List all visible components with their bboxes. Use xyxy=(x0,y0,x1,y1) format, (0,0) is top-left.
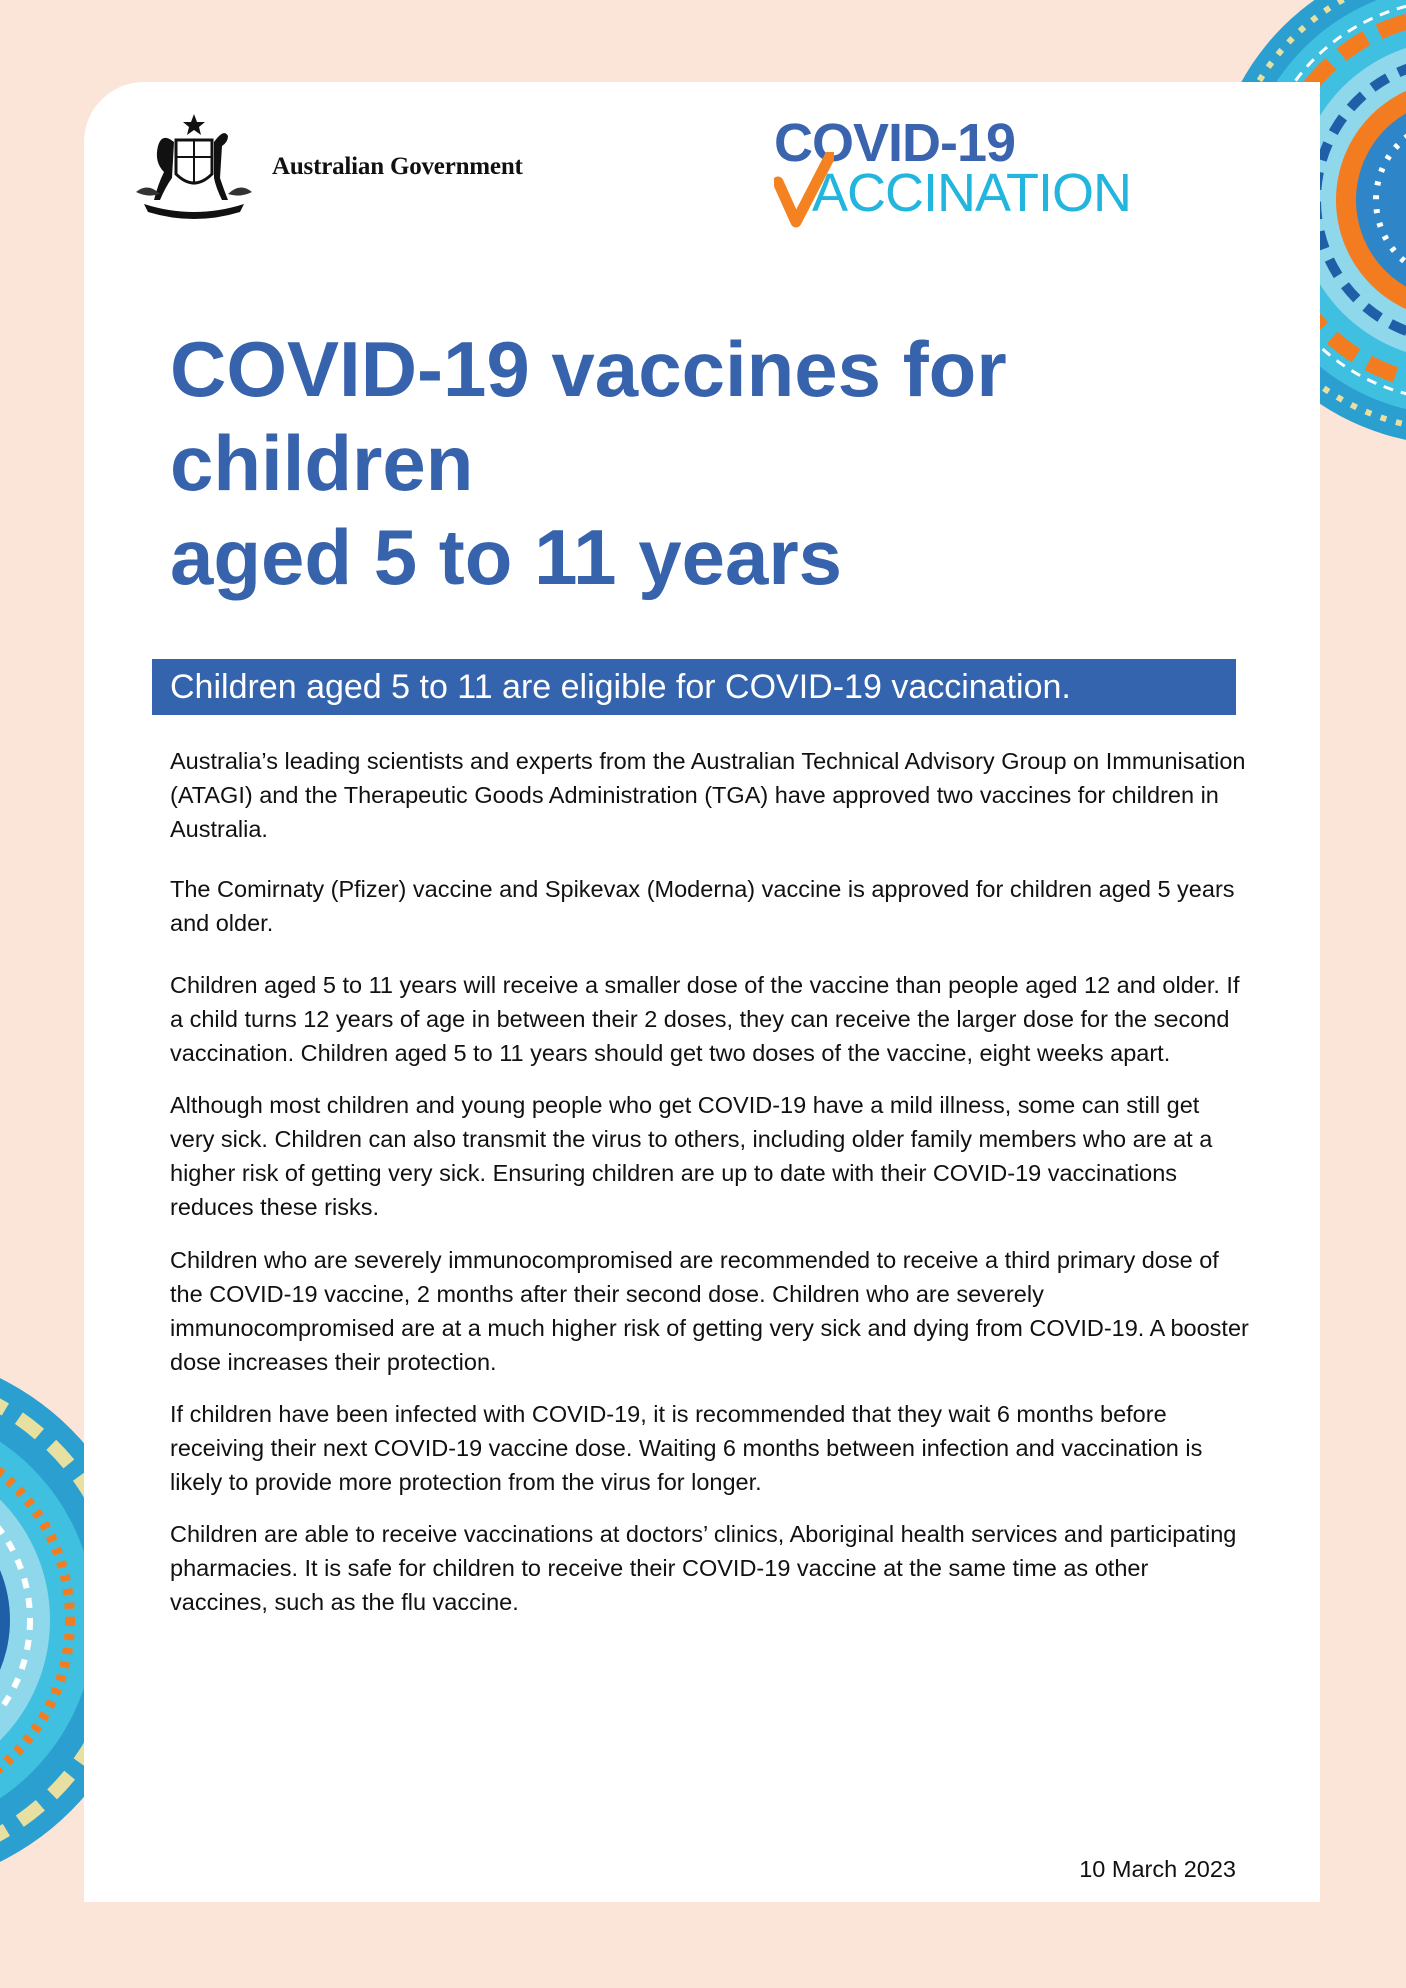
title-line: COVID-19 vaccines for xyxy=(170,325,1007,413)
paragraph: Australia’s leading scientists and experts from the Australian Technical Advisory Group on Immunisation (ATAGI) and the Therapeutic Goods Administration (TGA) have approved two vaccines for children in Australia. xyxy=(170,748,1246,842)
paragraph: The Comirnaty (Pfizer) vaccine and Spikevax (Moderna) vaccine is approved for children aged 5 years and older. xyxy=(170,876,1235,936)
title-line: children xyxy=(170,419,474,507)
body-text xyxy=(170,744,1250,1619)
logo-line-1: COVID-19 xyxy=(774,113,1016,173)
paragraph: Children who are severely immunocompromised are recommended to receive a third primary dose of the COVID-19 vaccine, 2 months after their second dose. Children who are severely immunocompromised are at a much higher risk of getting very sick and dying from COVID-19. A booster dose increases their protection. xyxy=(170,1247,1249,1375)
document-page xyxy=(84,82,1320,1902)
paragraph: If children have been infected with COVID-19, it is recommended that they wait 6 months before receiving their next COVID-19 vaccine dose. Waiting 6 months between infection and vaccination is likely to provide more protection from the virus for longer. xyxy=(170,1401,1203,1495)
paragraph: Children are able to receive vaccinations at doctors’ clinics, Aboriginal health services and participating pharmacies. It is safe for children to receive their COVID-19 vaccine at the same time as other vaccines, such as the flu vaccine. xyxy=(170,1521,1237,1615)
government-name: Australian Government xyxy=(272,153,523,180)
title-line: aged 5 to 11 years xyxy=(170,513,843,601)
paragraph: Children aged 5 to 11 years will receive a smaller dose of the vaccine than people aged 12 and older. If a child turns 12 years of age in between their 2 doses, they can receive the larger dose for the second vaccination. Children aged 5 to 11 years should get two doses of the vaccine, eight weeks apart. xyxy=(170,972,1240,1066)
paragraph: Although most children and young people who get COVID-19 have a mild illness, some can still get very sick. Children can also transmit the virus to others, including older family members who are at a higher risk of getting very sick. Ensuring children are up to date with their COVID-19 vaccinations reduces these risks. xyxy=(170,1092,1213,1220)
page-title xyxy=(170,322,1270,604)
logo-line-2: ACCINATION xyxy=(812,163,1132,223)
coat-of-arms-icon xyxy=(124,112,264,222)
australian-government-logo xyxy=(124,112,523,222)
publication-date: 10 March 2023 xyxy=(1079,1856,1236,1882)
eligibility-banner: Children aged 5 to 11 are eligible for COVID-19 vaccination. xyxy=(152,659,1236,715)
covid-19-vaccination-logo xyxy=(774,113,1154,236)
